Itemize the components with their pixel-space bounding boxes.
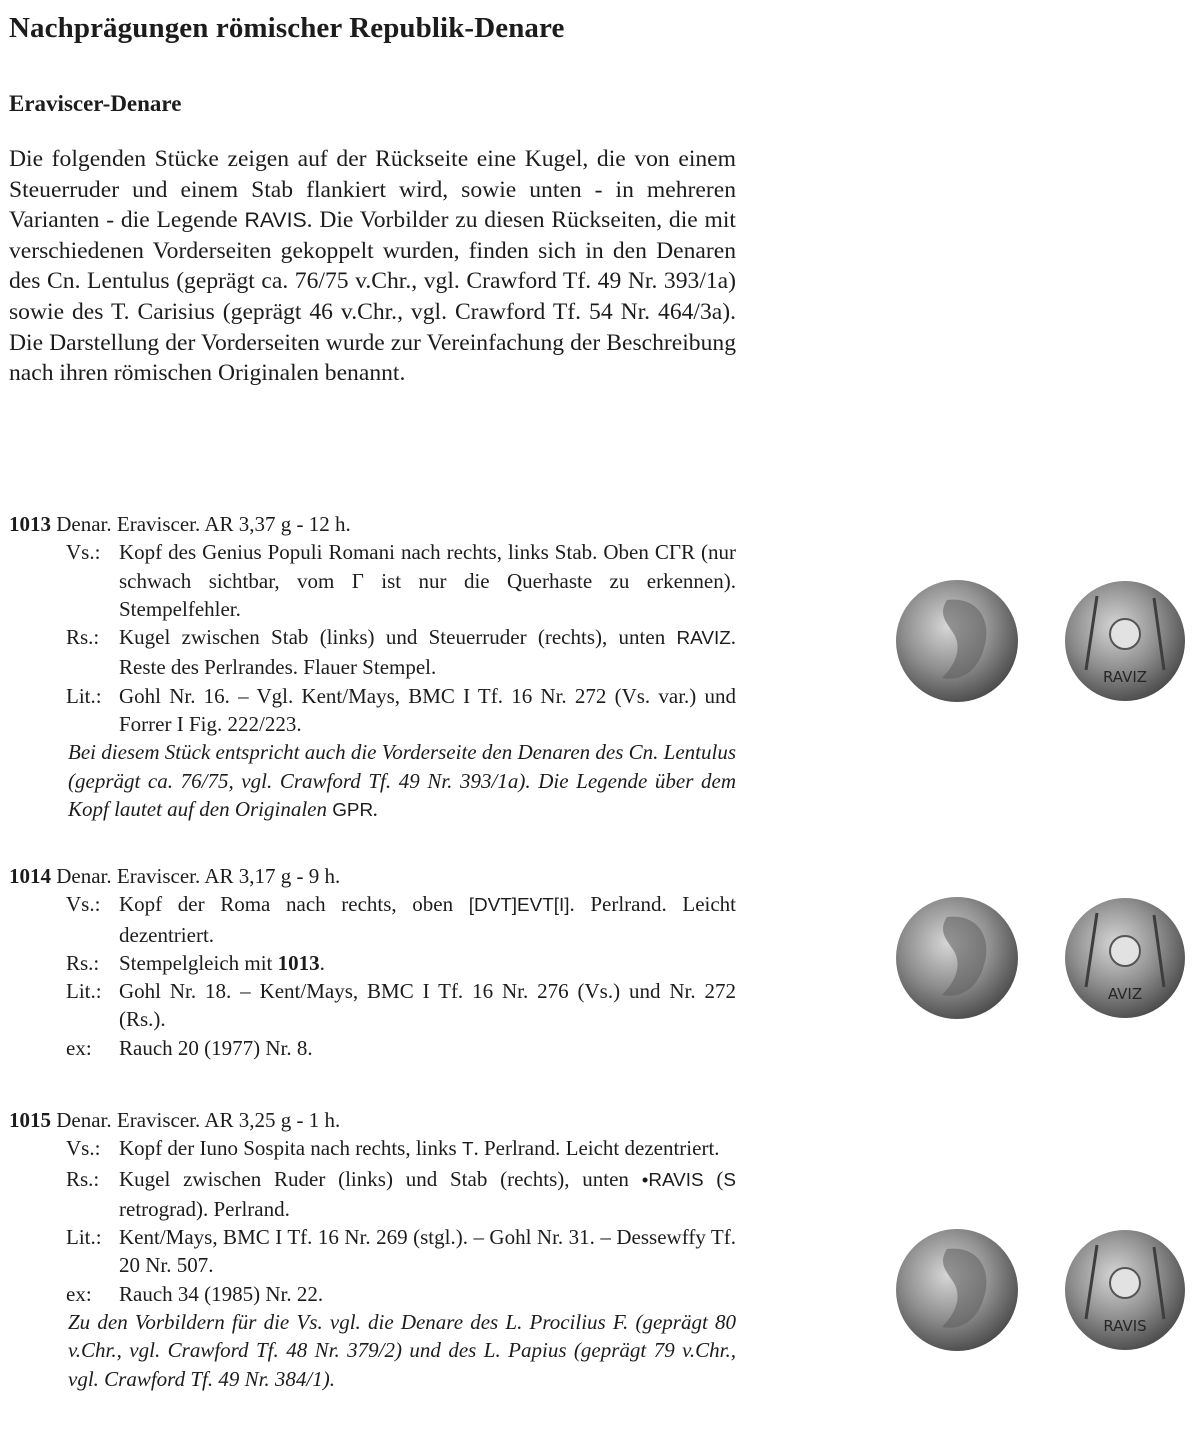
section-heading: Eraviscer-Denare: [9, 91, 182, 116]
reverse-legend: AVIZ: [1107, 985, 1143, 1003]
intro-text: . Die Vorbilder zu diesen Rückseiten, die mit verschiedenen Vorderseiten gekoppelt wurden, finden sich in den Denaren des Cn. Lentulus (geprägt ca. 76/75 v.Chr., vgl. Crawford Tf. 49 Nr. 393/1a) sowie des T. Carisius (geprägt 46 v.Chr., vgl. Crawford Tf. 54 Nr. 464/3a). Die Darstellung der Vorderseiten wurde zur Vereinfachung der Beschreibung nach ihren römischen Originalen benannt.: [9, 207, 736, 387]
entry-number: 1014: [9, 864, 51, 888]
row-text: . Perlrand. Leicht dezentriert.: [473, 1136, 720, 1161]
note-text: Bei diesem Stück entspricht auch die Vorderseite den Denaren des Cn. Lentulus (geprägt ca. 76/75, vgl. Crawford Tf. 49 Nr. 393/1a). Die Legende über dem Kopf lautet auf den Originalen: [68, 740, 736, 821]
entry-head-text: Denar. Eraviscer. AR 3,17 g - 9 h.: [51, 864, 341, 888]
row-text: [119, 538, 736, 623]
row-text: [119, 1280, 736, 1308]
row-text: Gohl Nr. 16. – Vgl. Kent/Mays, BMC I Tf. 16 Nr. 272 (Vs. var.) und Forrer I Fig. 222/223.: [119, 683, 736, 737]
row-text: . Reste des Perlrandes. Flauer Stempel.: [119, 625, 736, 680]
row-legend: [DVT]EVT[I]: [468, 895, 570, 917]
entry-number: 1015: [9, 1108, 51, 1132]
row-text: . Perlrand. Leicht dezentriert.: [119, 892, 737, 947]
row-text: (: [703, 1166, 724, 1191]
row-text: [119, 682, 736, 739]
row-legend: RAVIZ: [676, 628, 731, 650]
catalog-entry-1015: [9, 1106, 736, 1393]
reverse-legend: RAVIS: [1103, 1317, 1147, 1335]
entry-header: [9, 862, 736, 890]
row-label: ex:: [66, 1281, 92, 1306]
entry-row: [66, 949, 736, 977]
note-legend: GPR: [332, 799, 374, 821]
row-label: Lit.:: [66, 1225, 102, 1250]
globe-icon: [1110, 1268, 1140, 1298]
entry-head-text: Denar. Eraviscer. AR 3,25 g - 1 h.: [51, 1108, 341, 1132]
coin-photos-1015: [892, 1227, 1192, 1357]
entry-row: [66, 623, 736, 682]
row-text: [119, 977, 736, 1034]
coin-photos-1013: [892, 578, 1192, 708]
row-legend: S: [723, 1169, 736, 1191]
row-label: Vs.:: [66, 540, 101, 565]
row-text: [119, 949, 736, 977]
row-text: [119, 890, 736, 949]
entry-row: [66, 1280, 736, 1308]
row-text: [119, 1134, 736, 1164]
row-legend: T: [461, 1139, 474, 1161]
note-text: Zu den Vorbildern für die Vs. vgl. die Denare des L. Procilius F. (geprägt 80 v.Chr., vgl. Crawford Tf. 48 Nr. 379/2) und des L. Papius (geprägt 79 v.Chr., vgl. Crawford Tf. 49 Nr. 384/1).: [68, 1310, 736, 1391]
entry-row: [66, 1034, 736, 1062]
row-label: Vs.:: [66, 1136, 101, 1161]
entry-row: [66, 682, 736, 739]
row-text: Stempelgleich mit: [119, 950, 278, 975]
entry-row: [66, 977, 736, 1034]
catalog-entry-1013: [9, 510, 736, 825]
entry-head-text: Denar. Eraviscer. AR 3,37 g - 12 h.: [51, 512, 351, 536]
row-text: [119, 1223, 736, 1280]
row-label: ex:: [66, 1035, 92, 1060]
coin-pair-1013: [892, 578, 1192, 708]
row-text: Kent/Mays, BMC I Tf. 16 Nr. 269 (stgl.). – Gohl Nr. 31. – Dessewffy Tf. 20 Nr. 507.: [119, 1225, 736, 1278]
row-text: [119, 623, 736, 682]
reverse-legend: RAVIZ: [1102, 668, 1148, 686]
globe-icon: [1110, 619, 1140, 649]
row-text: Rauch 34 (1985) Nr. 22.: [119, 1281, 324, 1306]
row-text: Kugel zwischen Ruder (links) und Stab (rechts), unten: [119, 1166, 642, 1191]
catalog-entry-1014: [9, 862, 736, 1062]
entry-row: [66, 538, 736, 623]
row-text: retrograd). Perlrand.: [119, 1196, 290, 1221]
intro-text: Die folgenden Stücke zeigen auf der Rückseite eine Kugel, die von einem Steuerruder und einem Stab flankiert wird, sowie unten - in mehreren Varianten - die Legende: [9, 146, 736, 234]
coin-photos-1014: [892, 895, 1192, 1025]
entry-header: [9, 510, 736, 538]
note-text: .: [373, 796, 379, 821]
row-text: .: [319, 950, 325, 975]
entry-number: 1013: [9, 512, 51, 536]
row-label: Rs.:: [66, 1166, 100, 1191]
intro-legend: RAVIS: [244, 208, 307, 233]
row-label: Vs.:: [66, 892, 101, 917]
entry-row: [66, 890, 736, 949]
globe-icon: [1110, 936, 1140, 966]
entry-row: [66, 1165, 736, 1224]
row-label: Rs.:: [66, 950, 100, 975]
row-text: Kopf der Iuno Sospita nach rechts, links: [119, 1136, 462, 1161]
entry-note: [68, 1308, 736, 1393]
coin-pair-1015: [892, 1227, 1192, 1357]
entry-header: [9, 1106, 736, 1134]
row-text: [119, 1034, 736, 1062]
entry-note: [68, 738, 736, 825]
intro-paragraph: [9, 144, 736, 389]
row-text: Gohl Nr. 18. – Kent/Mays, BMC I Tf. 16 Nr. 276 (Vs.) und Nr. 272 (Rs.).: [119, 979, 736, 1032]
row-text: Kopf des Genius Populi Romani nach rechts, links Stab. Oben CΓR (nur schwach sichtbar, vom Γ ist nur die Querhaste zu erkennen). Stempelfehler.: [119, 540, 736, 621]
row-ref: 1013: [277, 950, 320, 975]
row-text: Kugel zwischen Stab (links) und Steuerruder (rechts), unten: [119, 625, 677, 650]
row-label: Rs.:: [66, 625, 100, 650]
row-legend: •RAVIS: [641, 1169, 704, 1191]
row-text: [119, 1165, 736, 1224]
entry-row: [66, 1223, 736, 1280]
entry-row: [66, 1134, 736, 1164]
row-label: Lit.:: [66, 683, 102, 708]
coin-pair-1014: [892, 895, 1192, 1025]
row-label: Lit.:: [66, 979, 102, 1004]
row-text: Rauch 20 (1977) Nr. 8.: [119, 1035, 313, 1060]
page-title: Nachprägungen römischer Republik-Denare: [9, 12, 565, 44]
row-text: Kopf der Roma nach rechts, oben: [119, 892, 469, 917]
